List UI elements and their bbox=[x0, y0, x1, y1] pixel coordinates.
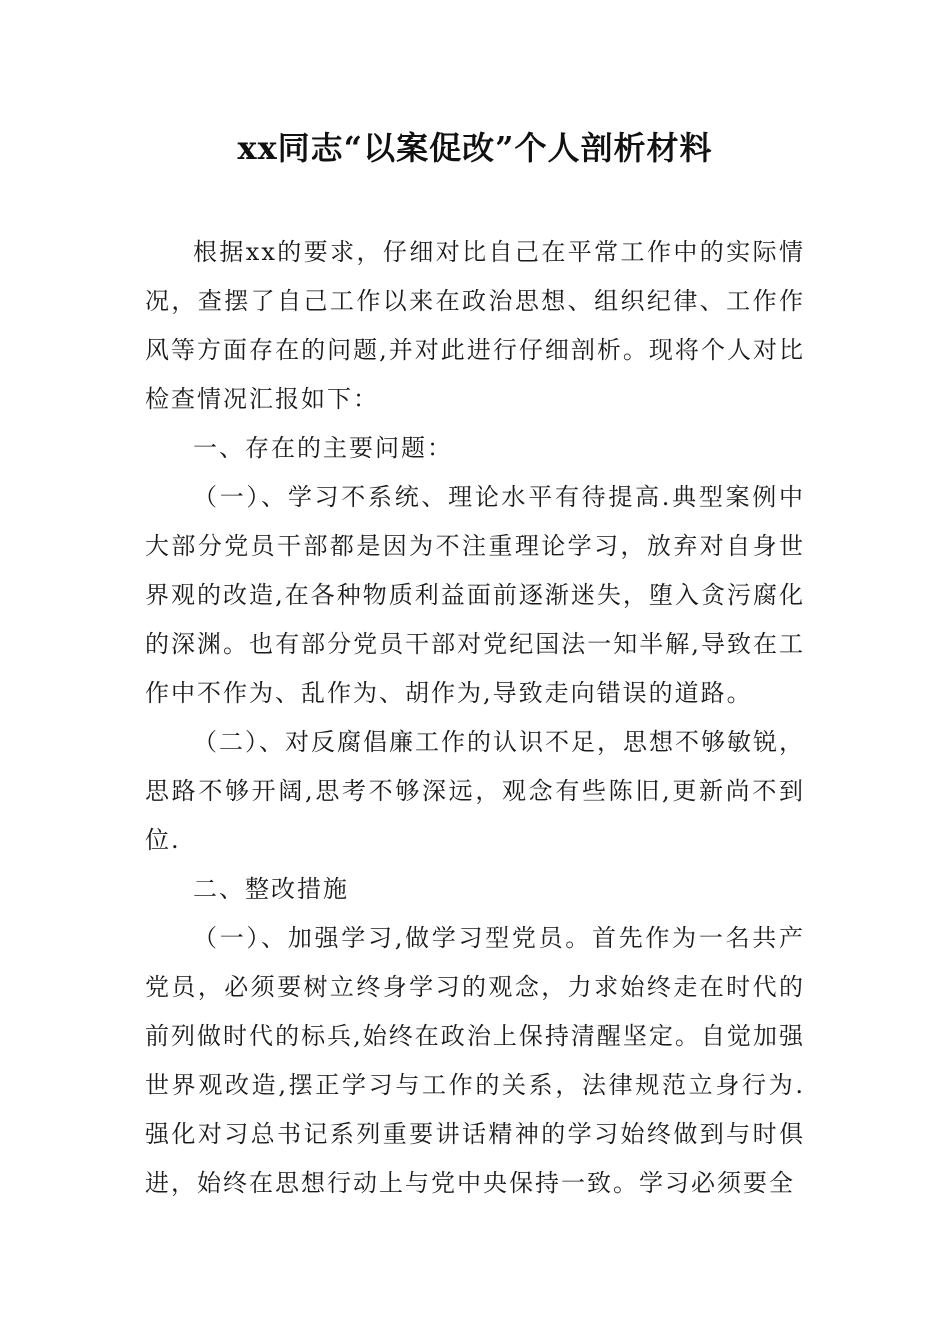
document-title: xx同志“以案促改”个人剖析材料 bbox=[237, 129, 713, 167]
section-heading-measures: 二、整改措施 bbox=[193, 875, 349, 903]
document-body bbox=[145, 228, 805, 1208]
section-heading-problems: 一、存在的主要问题： bbox=[193, 434, 453, 462]
paragraph-problem-1: （一）、学习不系统、理论水平有待提高.典型案例中大部分党员干部都是因为不注重理论学习，放弃对自身世界观的改造,在各种物质利益面前逐渐迷失，堕入贪污腐化的深渊。也有部分党员干部对党纪国法一知半解,导致在工作中不作为、乱作为、胡作为,导致走向错误的道路。 bbox=[145, 483, 805, 707]
paragraph-problem-2: （二）、对反腐倡廉工作的认识不足，思想不够敏锐，思路不够开阔,思考不够深远，观念有些陈旧,更新尚不到位. bbox=[145, 728, 805, 854]
paragraph-measure-1: （一）、加强学习,做学习型党员。首先作为一名共产党员，必须要树立终身学习的观念，力求始终走在时代的前列做时代的标兵,始终在政治上保持清醒坚定。自觉加强世界观改造,摆正学习与工作的关系，法律规范立身行为.强化对习总书记系列重要讲话精神的学习始终做到与时俱进，始终在思想行动上与党中央保持一致。学习必须要全 bbox=[145, 924, 805, 1197]
paragraph-intro: 根据xx的要求，仔细对比自己在平常工作中的实际情况，查摆了自己工作以来在政治思想、组织纪律、工作作风等方面存在的问题,并对此进行仔细剖析。现将个人对比检查情况汇报如下： bbox=[145, 238, 805, 413]
